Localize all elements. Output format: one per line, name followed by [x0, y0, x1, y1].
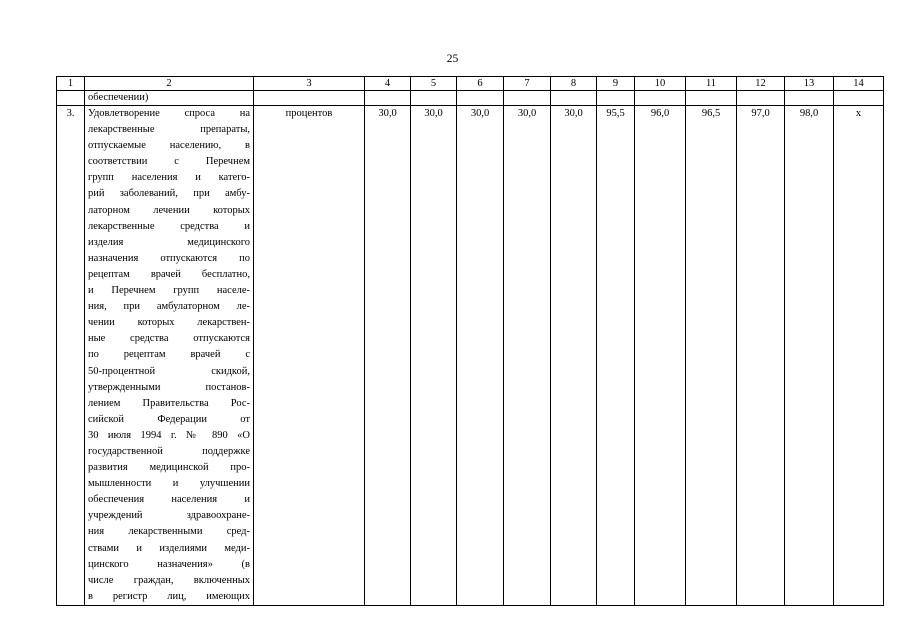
column-header: 5 [411, 77, 457, 91]
description-line: рецептам врачей бесплатно, [88, 268, 250, 280]
description-line: ствами и изделиями меди- [88, 542, 250, 554]
value-cell: 97,0 [737, 106, 785, 606]
column-header: 3 [254, 77, 365, 91]
value-cell: 96,5 [686, 106, 737, 606]
column-header: 2 [85, 77, 254, 91]
continuation-row [57, 91, 884, 106]
description-line: лекарственные препараты, [88, 124, 250, 136]
table-row [57, 106, 884, 606]
value-cell: 30,0 [411, 106, 457, 606]
description-line: лением Правительства Рос- [88, 397, 250, 409]
column-header: 7 [504, 77, 551, 91]
description-line: лекарственные средства и [88, 220, 250, 232]
description-line: ния, при амбулаторном ле- [88, 301, 250, 313]
description-line: утвержденными постанов- [88, 381, 250, 393]
last-column-cell: х [834, 106, 884, 606]
description-line: 30 июля 1994 г. № 890 «О [88, 429, 250, 441]
description-line: обеспечения населения и [88, 494, 250, 506]
value-cell: 30,0 [365, 106, 411, 606]
header-row [57, 77, 884, 91]
description-line: ные средства отпускаются [88, 333, 250, 345]
column-header: 8 [551, 77, 597, 91]
value-cell: 95,5 [597, 106, 635, 606]
page-number: 25 [446, 53, 459, 65]
description-line: ния лекарственными сред- [88, 526, 250, 538]
description-line: развития медицинской про- [88, 462, 250, 474]
unit-cell: процентов [254, 106, 365, 606]
description-line: соответствии с Перечнем [88, 156, 250, 168]
description-line: по рецептам врачей с [88, 349, 250, 361]
value-cell: 96,0 [635, 106, 686, 606]
description-line: государственной поддержке [88, 445, 250, 457]
value-cell: 30,0 [457, 106, 504, 606]
column-header: 6 [457, 77, 504, 91]
value-cell: 30,0 [551, 106, 597, 606]
description-line: в регистр лиц, имеющих [88, 590, 250, 602]
description-line: Удовлетворение спроса на [88, 108, 250, 119]
row-number: 3. [57, 106, 85, 606]
column-header: 12 [737, 77, 785, 91]
description-line: учреждений здравоохране- [88, 510, 250, 522]
value-cell: 30,0 [504, 106, 551, 606]
description-line: чении которых лекарствен- [88, 317, 250, 329]
description-line: назначения отпускаются по [88, 252, 250, 264]
column-header: 11 [686, 77, 737, 91]
column-header: 10 [635, 77, 686, 91]
continuation-text: обеспечении) [85, 91, 254, 106]
description-line: сийской Федерации от [88, 413, 250, 425]
description-line: латорном лечении которых [88, 204, 250, 216]
description-line: отпускаемые населению, в [88, 140, 250, 152]
indicator-table [56, 76, 884, 606]
column-header: 4 [365, 77, 411, 91]
description-line: рий заболеваний, при амбу- [88, 188, 250, 200]
value-cell: 98,0 [785, 106, 834, 606]
column-header: 14 [834, 77, 884, 91]
column-header: 1 [57, 77, 85, 91]
column-header: 9 [597, 77, 635, 91]
description-line: мышленности и улучшении [88, 478, 250, 490]
description-line: числе граждан, включенных [88, 574, 250, 586]
description-line: изделия медицинского [88, 236, 250, 248]
description-line: цинского назначения» (в [88, 558, 250, 570]
description-line: 50-процентной скидкой, [88, 365, 250, 377]
description-line: групп населения и катего- [88, 172, 250, 184]
description-line: и Перечнем групп населе- [88, 285, 250, 297]
indicator-description [85, 106, 254, 606]
column-header: 13 [785, 77, 834, 91]
